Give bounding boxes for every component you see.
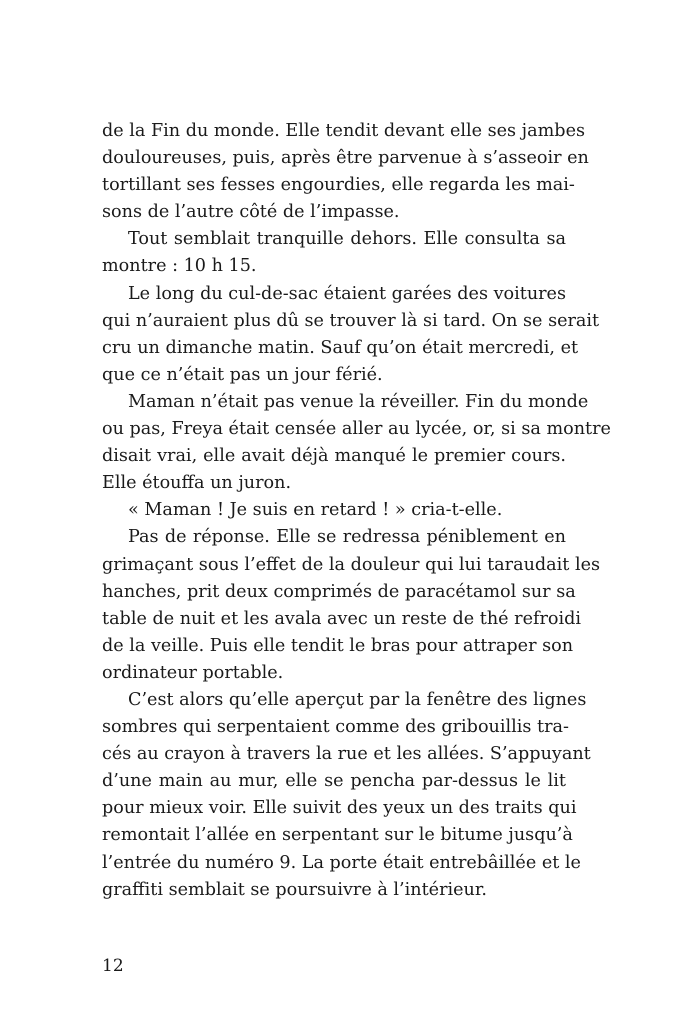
text-line: montre : 10 h 15.: [102, 256, 257, 277]
text-line: que ce n’était pas un jour férié.: [102, 364, 383, 385]
text-line: douloureuses, puis, après être parvenue à s’asseoir en: [102, 148, 589, 169]
text-line: disait vrai, elle avait déjà manqué le premier cours.: [102, 446, 566, 467]
text-line: tortillant ses fesses engourdies, elle regarda les mai-: [102, 175, 575, 196]
text-line: graffiti semblait se poursuivre à l’intérieur.: [102, 879, 487, 900]
text-line: C’est alors qu’elle aperçut par la fenêtre des lignes: [128, 689, 587, 710]
text-line: Elle étouffa un juron.: [102, 473, 292, 494]
text-line: de la veille. Puis elle tendit le bras pour attraper son: [102, 635, 574, 656]
text-line: Tout semblait tranquille dehors. Elle consulta sa: [128, 229, 566, 250]
text-line: ou pas, Freya était censée aller au lycée, or, si sa montre: [102, 419, 611, 440]
text-line: sons de l’autre côté de l’impasse.: [102, 202, 400, 223]
text-line: Maman n’était pas venue la réveiller. Fin du monde: [128, 391, 589, 412]
text-line: de la Fin du monde. Elle tendit devant elle ses jambes: [102, 121, 586, 141]
text-line: sombres qui serpentaient comme des gribouillis tra-: [102, 717, 569, 738]
text-line: table de nuit et les avala avec un reste de thé refroidi: [102, 608, 582, 629]
text-line: grimaçant sous l’effet de la douleur qui lui taraudait les: [102, 554, 601, 575]
text-line: « Maman ! Je suis en retard ! » cria-t-elle.: [128, 500, 503, 521]
text-line: l’entrée du numéro 9. La porte était entrebâillée et le: [102, 852, 581, 873]
text-line: cés au crayon à travers la rue et les allées. S’appuyant: [102, 744, 591, 765]
text-line: pour mieux voir. Elle suivit des yeux un des traits qui: [102, 798, 577, 819]
text-line: ordinateur portable.: [102, 662, 284, 683]
body-text: [102, 118, 611, 904]
text-line: d’une main au mur, elle se pencha par-dessus le lit: [102, 771, 566, 792]
text-line: Le long du cul-de-sac étaient garées des voitures: [128, 283, 566, 304]
page-number: 12: [102, 956, 124, 976]
text-line: Pas de réponse. Elle se redressa péniblement en: [128, 527, 566, 548]
text-line: remontait l’allée en serpentant sur le bitume jusqu’à: [102, 825, 573, 846]
text-line: hanches, prit deux comprimés de paracétamol sur sa: [102, 581, 576, 602]
text-line: cru un dimanche matin. Sauf qu’on était mercredi, et: [102, 337, 579, 358]
text-line: qui n’auraient plus dû se trouver là si tard. On se serait: [102, 310, 600, 331]
